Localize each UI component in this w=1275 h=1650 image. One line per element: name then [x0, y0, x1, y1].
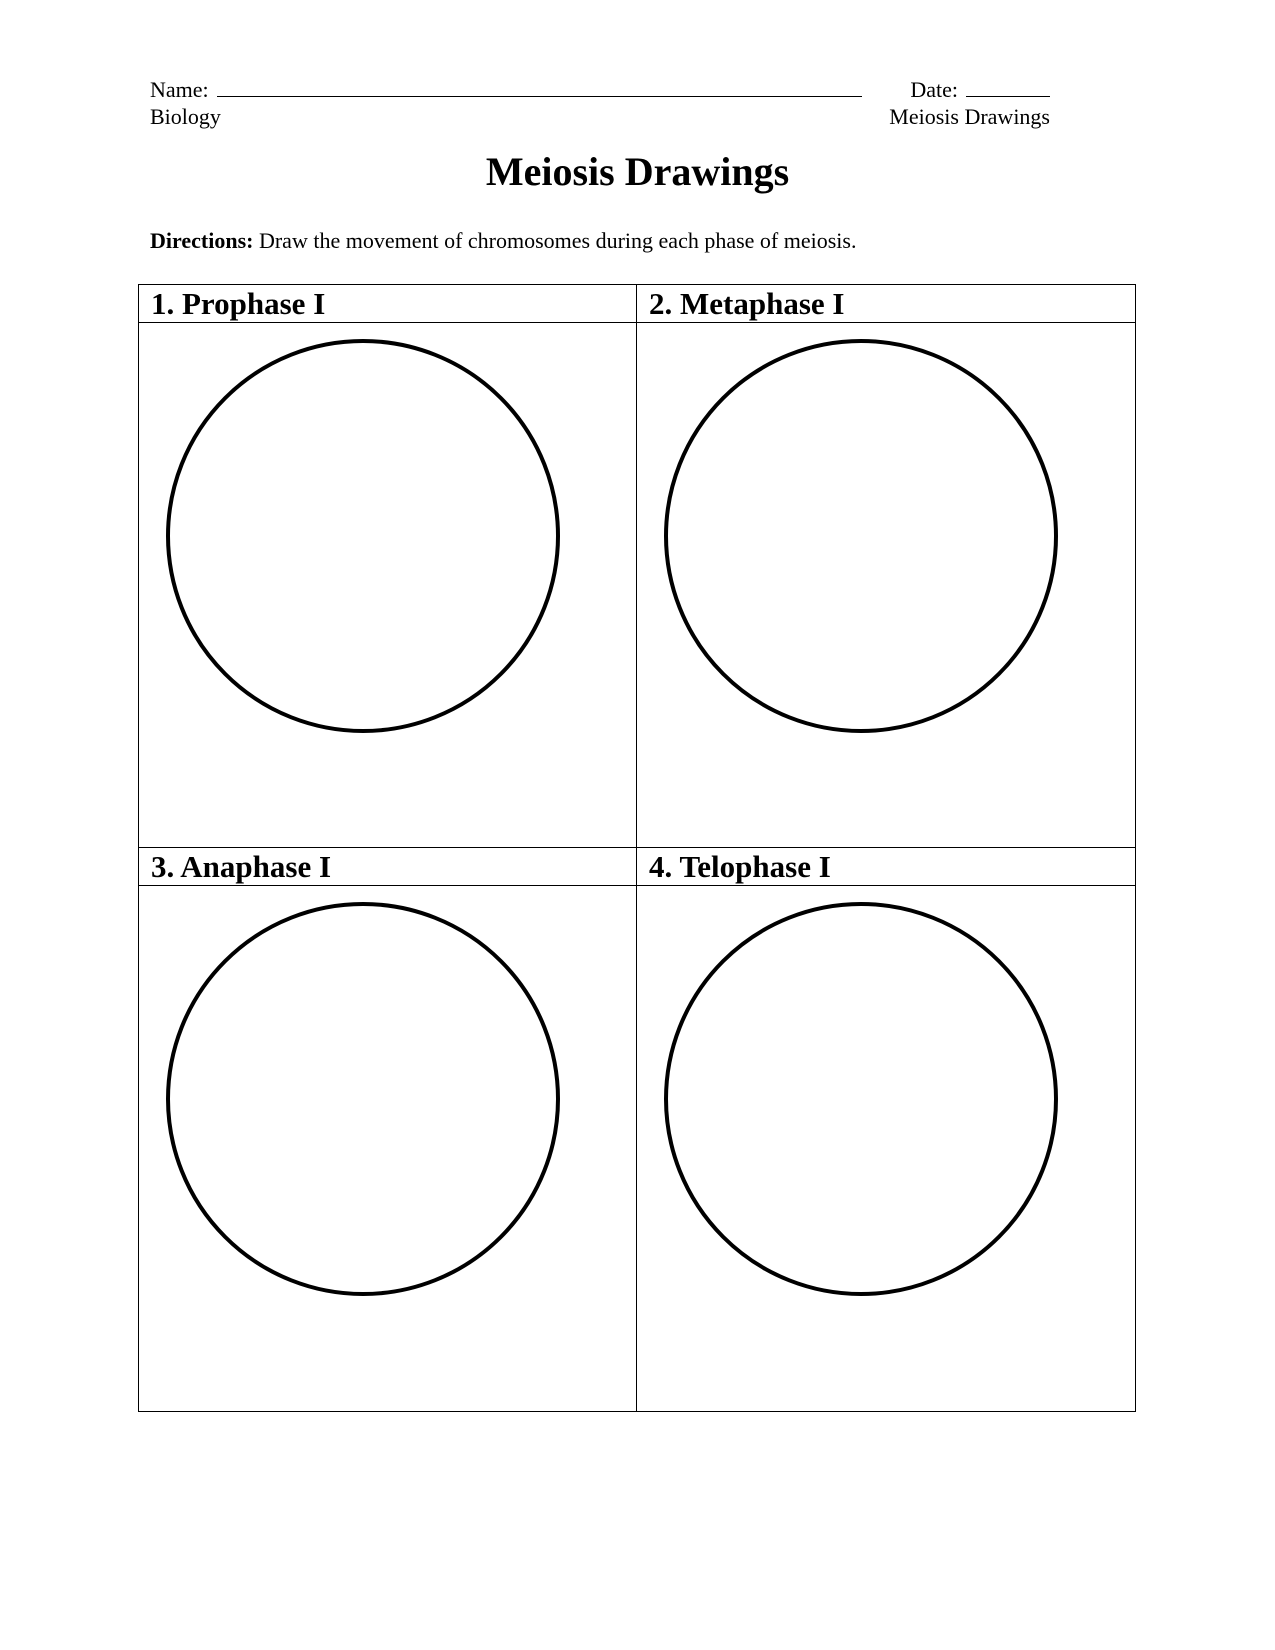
cell-circle: [664, 902, 1058, 1296]
cell-circle: [664, 339, 1058, 733]
phase-label: 2. Metaphase I: [637, 285, 1135, 323]
phase-cell-metaphase-i: [637, 285, 1135, 848]
course-label: Biology: [150, 104, 221, 129]
cell-circle: [166, 339, 560, 733]
phase-cell-telophase-i: [637, 848, 1135, 1411]
date-blank-line[interactable]: [966, 76, 1050, 97]
name-field: [150, 76, 862, 103]
drawing-area[interactable]: [139, 323, 636, 847]
phase-label: 1. Prophase I: [139, 285, 636, 323]
drawing-area[interactable]: [637, 886, 1135, 1411]
phase-label: 4. Telophase I: [637, 848, 1135, 886]
date-label: Date:: [910, 77, 958, 102]
doc-label: Meiosis Drawings: [889, 104, 1050, 129]
drawing-area[interactable]: [637, 323, 1135, 847]
directions-text: Draw the movement of chromosomes during each phase of meiosis.: [253, 228, 857, 253]
cell-circle: [166, 902, 560, 1296]
name-blank-line[interactable]: [217, 76, 862, 97]
header-row-1: [150, 76, 1050, 103]
directions-label: Directions:: [150, 228, 254, 253]
header-row-2: [150, 104, 1050, 130]
phase-label: 3. Anaphase I: [139, 848, 636, 886]
page-title: Meiosis Drawings: [485, 149, 790, 194]
date-field: [910, 76, 1050, 103]
name-label: Name:: [150, 77, 209, 102]
drawing-area[interactable]: [139, 886, 636, 1411]
directions: [150, 228, 856, 254]
phase-cell-prophase-i: [139, 285, 637, 848]
phase-grid: [138, 284, 1136, 1412]
phase-cell-anaphase-i: [139, 848, 637, 1411]
